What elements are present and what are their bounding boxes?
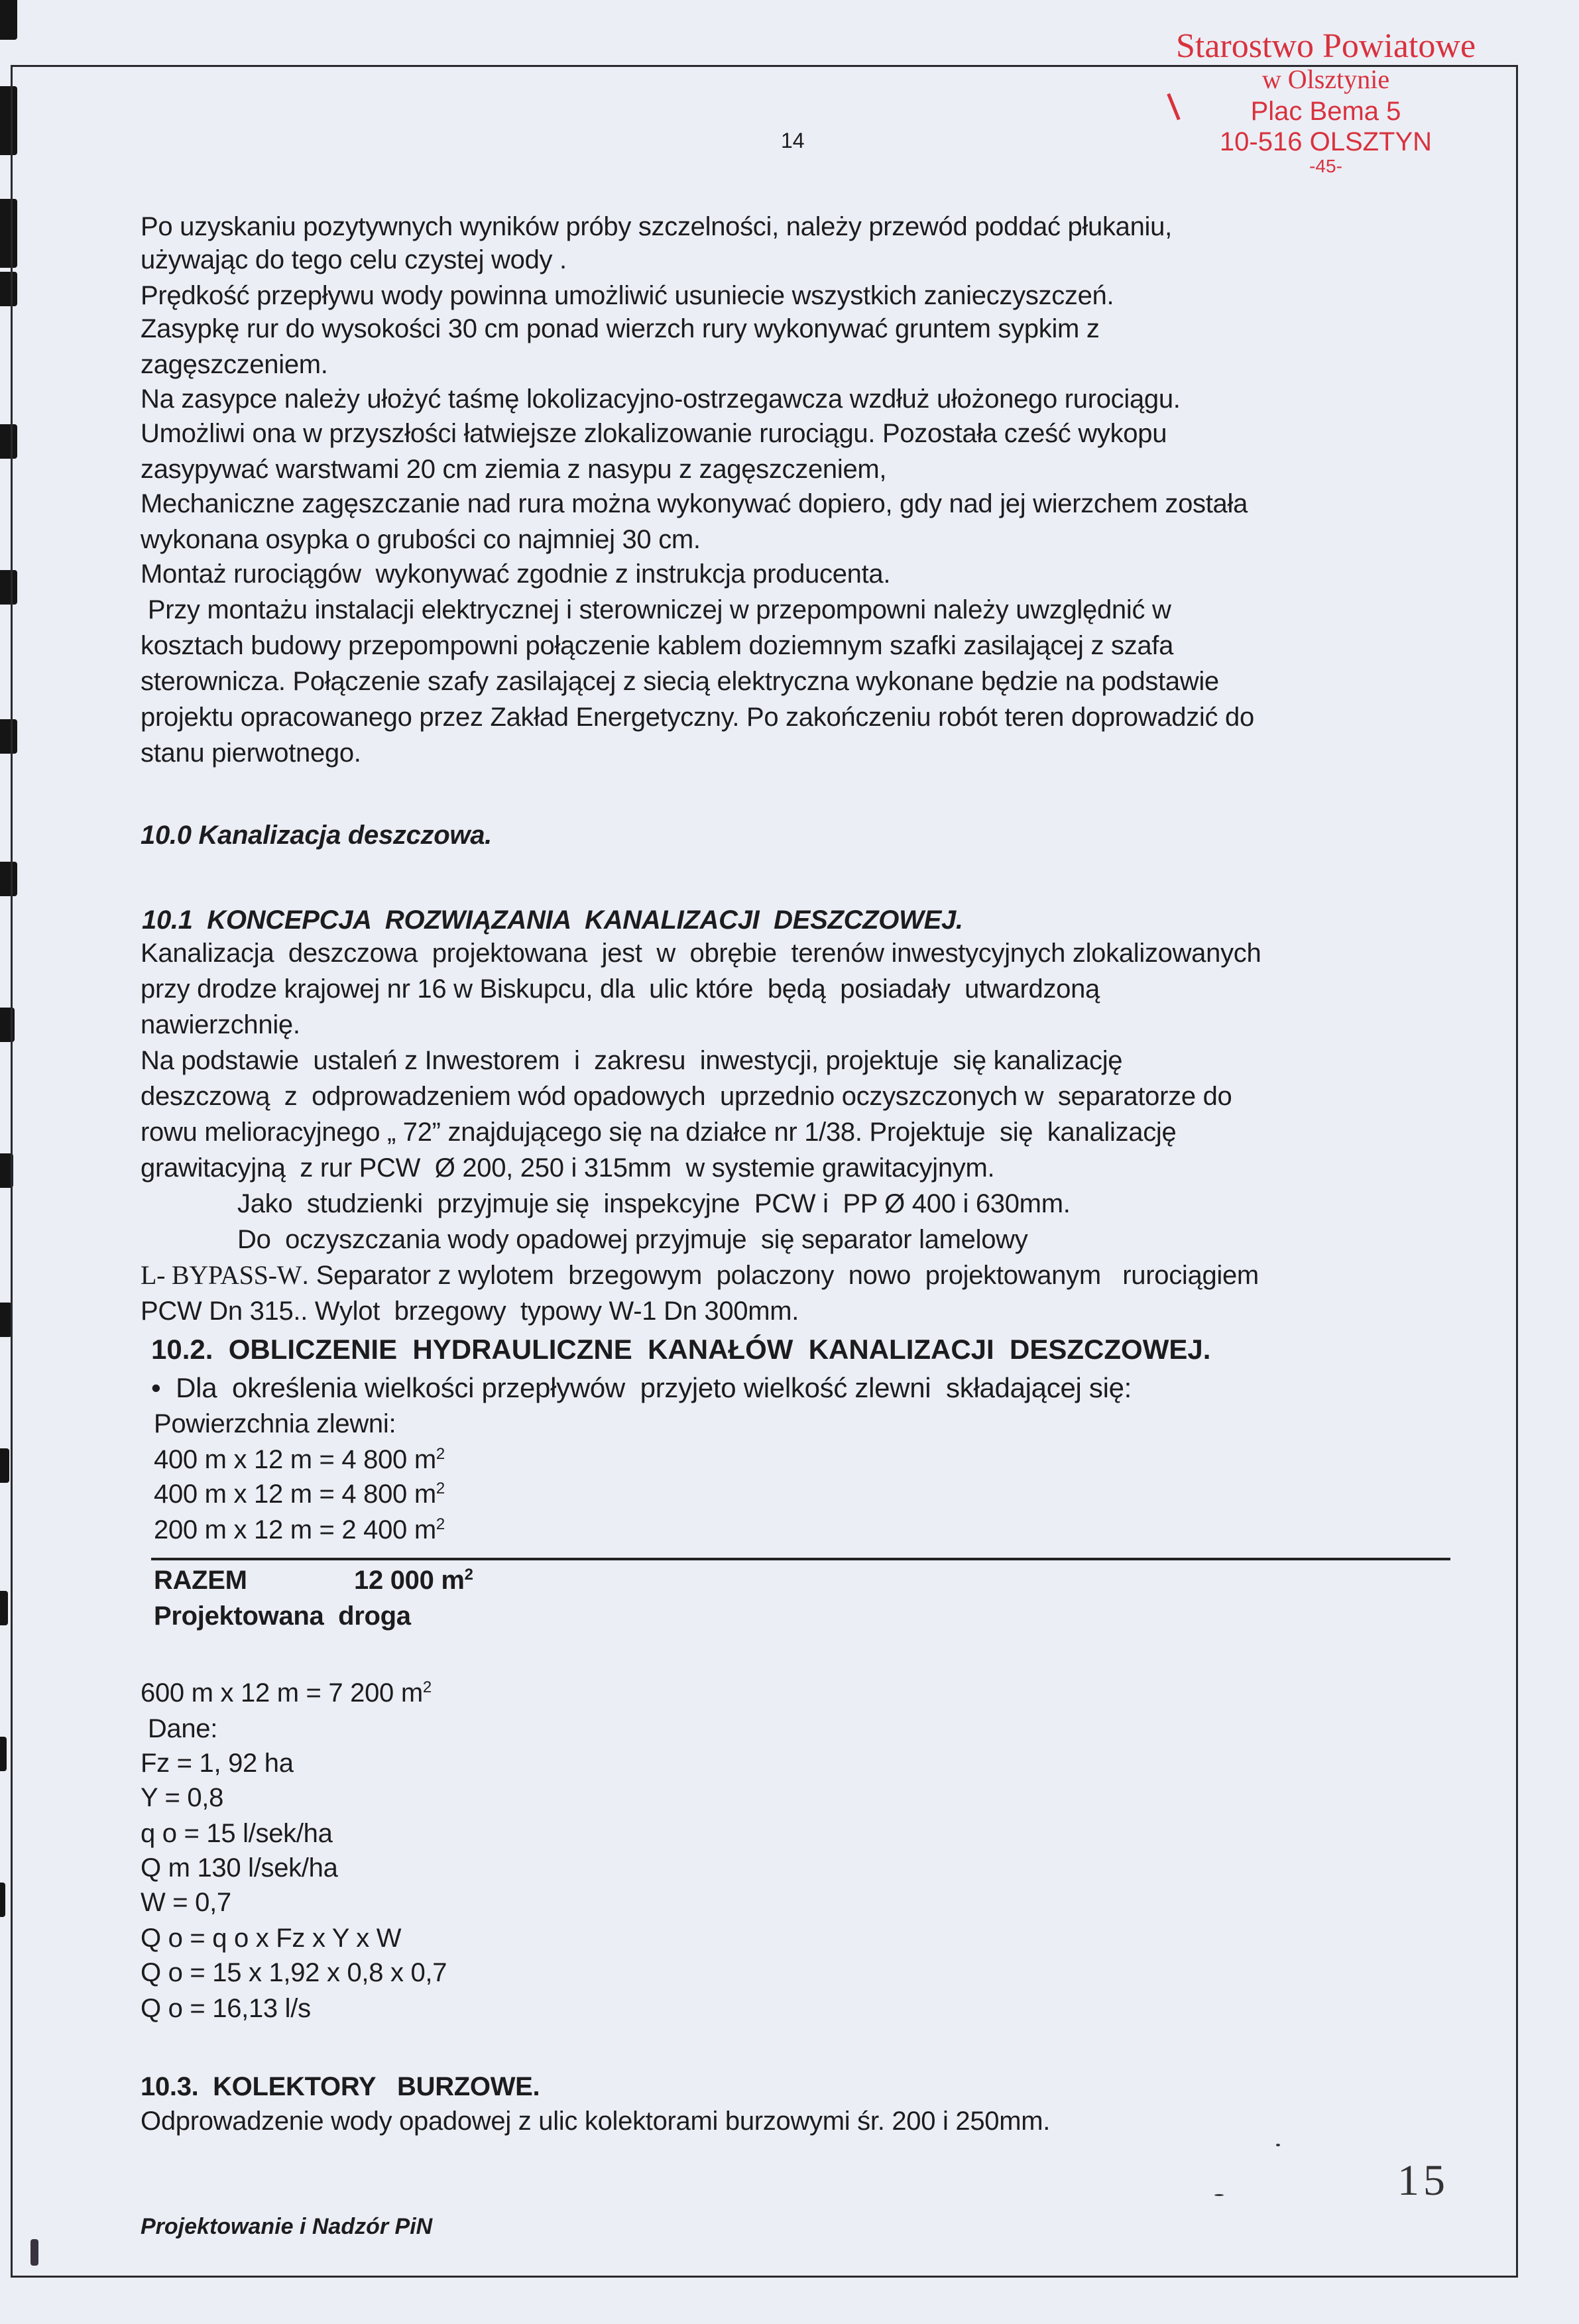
text-line: sterownicza. Połączenie szafy zasilającej z siecią elektryczna wykonane będzie na podstawie [141, 667, 1219, 696]
text-line: projektu opracowanego przez Zakład Energetyczny. Po zakończeniu robót teren doprowadzić do [141, 703, 1254, 732]
stamp-city: w Olsztynie [1261, 64, 1390, 94]
text-line: Do oczyszczania wody opadowej przyjmuje się separator lamelowy [237, 1225, 1028, 1254]
area-row: 200 m x 12 m = 2 400 $m^2$ [154, 1515, 445, 1544]
total-label: RAZEM [154, 1566, 247, 1595]
text-line: nawierzchnię. [141, 1010, 300, 1039]
bullet-icon: • [151, 1372, 161, 1403]
text-line: Mechaniczne zagęszczanie nad rura można wykonywać dopiero, gdy nad jej wierzchem została [141, 489, 1248, 518]
text-line: Na podstawie ustaleń z Inwestorem i zakresu inwestycji, projektuje się kanalizację [141, 1046, 1123, 1075]
stamp-number: -45- [1309, 156, 1342, 176]
scan-speck [1276, 2144, 1280, 2146]
section-heading-10-3: 10.3. KOLEKTORY BURZOWE. [141, 2072, 540, 2101]
binder-hole [0, 1591, 8, 1625]
text-line: Montaż rurociągów wykonywać zgodnie z instrukcja producenta. [141, 559, 891, 589]
given-label: Dane: [141, 1714, 218, 1743]
sum-divider [151, 1558, 1450, 1560]
text-line: wykonana osypka o grubości co najmniej 30 cm. [141, 525, 701, 554]
handwritten-page-number: 15 [1397, 2156, 1449, 2205]
bullet-text: Dla określenia wielkości przepływów przyjeto wielkość zlewni składającej się: [176, 1372, 1132, 1403]
text-line: Po uzyskaniu pozytywnych wyników próby szczelności, należy przewód poddać płukaniu, [141, 212, 1172, 241]
stamp-office: Starostwo Powiatowe [1175, 27, 1476, 65]
section-heading-10-1: 10.1 KONCEPCJA ROZWIĄZANIA KANALIZACJI DESZCZOWEJ. [142, 905, 963, 935]
text-line: PCW Dn 315.. Wylot brzegowy typowy W-1 Dn 300mm. [141, 1297, 799, 1326]
text-line: rowu melioracyjnego „ 72” znajdującego się na działce nr 1/38. Projektuje się kanalizację [141, 1118, 1177, 1147]
bullet-item [151, 1372, 1132, 1404]
separator-description: . Separator z wylotem brzegowym polaczony nowo projektowanym rurociągiem [302, 1261, 1259, 1290]
area-row: 400 m x 12 m = 4 800 $m^2$ [154, 1480, 445, 1509]
scan-speck [1214, 2194, 1224, 2196]
formula-line: Q o = q o x Fz x Y x W [141, 1924, 402, 1953]
text-line: zasypywać warstwami 20 cm ziemia z nasypu z zagęszczeniem, [141, 455, 887, 484]
text-line: stanu pierwotnego. [141, 738, 361, 768]
text-line: Jako studzienki przyjmuje się inspekcyjne PCW i PP Ø 400 i 630mm. [237, 1189, 1071, 1218]
page-number: 14 [781, 129, 805, 152]
area-row: 400 m x 12 m = 4 800 $m^2$ [154, 1445, 445, 1474]
scan-speck [30, 2239, 38, 2266]
text-line: Na zasypce należy ułożyć taśmę lokolizacyjno-ostrzegawcza wzdłuż ułożonego rurociągu. [141, 384, 1181, 414]
given-line: Q m 130 l/sek/ha [141, 1853, 338, 1883]
area-label: Powierzchnia zlewni: [154, 1409, 396, 1438]
binder-hole [0, 1448, 9, 1483]
road-row: 600 m x 12 m = 7 200 $m^2$ [141, 1678, 432, 1708]
binder-hole [0, 1883, 5, 1917]
road-label: Projektowana droga [154, 1601, 411, 1631]
total-value: 12 000 $m^2$ [354, 1566, 473, 1595]
stamp-postcode: 10-516 OLSZTYN [1219, 127, 1433, 156]
stamp-address: Plac Bema 5 [1250, 97, 1401, 126]
text-line: Umożliwi ona w przyszłości łatwiejsze zlokalizowanie rurociągu. Pozostała cześć wykopu [141, 419, 1167, 448]
text-line: kosztach budowy przepompowni połączenie kablem doziemnym szafki zasilającej z szafa [141, 631, 1174, 660]
binder-hole [0, 0, 17, 40]
footer-company: Projektowanie i Nadzór PiN [141, 2214, 433, 2239]
text-line: Odprowadzenie wody opadowej z ulic kolektorami burzowymi śr. 200 i 250mm. [141, 2107, 1051, 2136]
given-line: W = 0,7 [141, 1888, 231, 1917]
section-heading-10-2: 10.2. OBLICZENIE HYDRAULICZNE KANAŁÓW KANALIZACJI DESZCZOWEJ. [151, 1334, 1211, 1365]
formula-line: Q o = 15 x 1,92 x 0,8 x 0,7 [141, 1958, 447, 1987]
text-line: zagęszczeniem. [141, 350, 328, 379]
given-line: Fz = 1, 92 ha [141, 1749, 294, 1778]
given-line: q o = 15 l/sek/ha [141, 1819, 333, 1848]
separator-model: L- BYPASS-W [141, 1260, 302, 1290]
text-line: grawitacyjną z rur PCW Ø 200, 250 i 315mm w systemie grawitacyjnym. [141, 1153, 995, 1183]
text-line: Zasypkę rur do wysokości 30 cm ponad wierzch rury wykonywać gruntem sypkim z [141, 314, 1100, 343]
text-line: Prędkość przepływu wody powinna umożliwić usuniecie wszystkich zanieczyszczeń. [141, 281, 1114, 310]
binder-hole [0, 1737, 7, 1771]
text-line [141, 1259, 1259, 1291]
text-line: Kanalizacja deszczowa projektowana jest w obrębie terenów inwestycyjnych zlokalizowanych [141, 939, 1261, 968]
text-line: używając do tego celu czystej wody . [141, 245, 567, 274]
text-line: przy drodze krajowej nr 16 w Biskupcu, dla ulic które będą posiadały utwardzoną [141, 974, 1100, 1004]
formula-result: Q o = 16,13 l/s [141, 1994, 311, 2023]
text-line: deszczową z odprowadzeniem wód opadowych uprzednio oczyszczonych w separatorze do [141, 1082, 1232, 1111]
section-heading-10-0: 10.0 Kanalizacja deszczowa. [141, 821, 492, 850]
given-line: Y = 0,8 [141, 1783, 224, 1812]
text-line: Przy montażu instalacji elektrycznej i sterowniczej w przepompowni należy uwzględnić w [141, 595, 1171, 624]
